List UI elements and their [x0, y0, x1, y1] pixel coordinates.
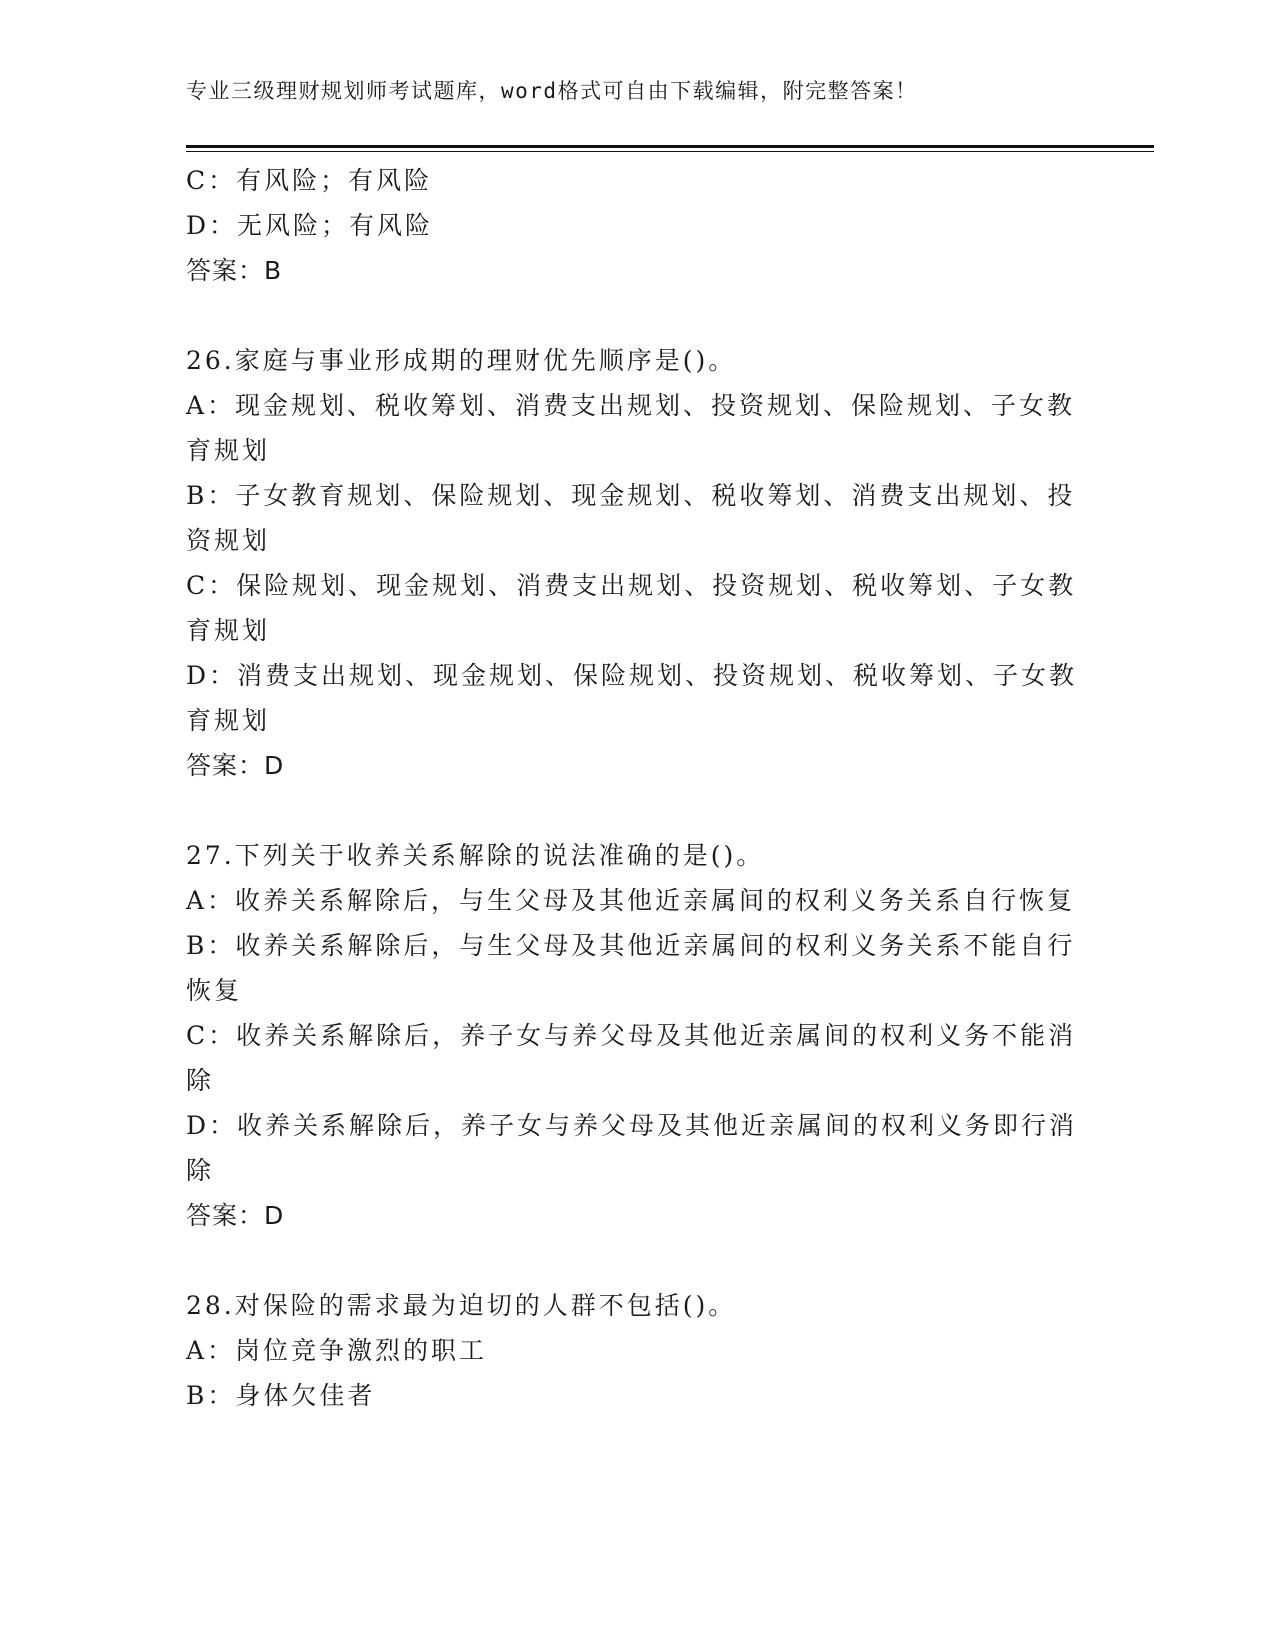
- option-line: C：保险规划、现金规划、消费支出规划、投资规划、税收筹划、子女教育规划: [186, 571, 1077, 645]
- option-line: D：消费支出规划、现金规划、保险规划、投资规划、税收筹划、子女教育规划: [186, 661, 1078, 735]
- option-line: C：收养关系解除后，养子女与养父母及其他近亲属间的权利义务不能消除: [186, 1021, 1077, 1095]
- spacer: [186, 788, 1086, 833]
- answer-line: 答案：D: [186, 751, 285, 780]
- option-line: B：身体欠佳者: [186, 1381, 376, 1410]
- option-line: A：岗位竞争激烈的职工: [186, 1336, 488, 1365]
- answer-line: 答案：D: [186, 1201, 285, 1230]
- option-line: D：收养关系解除后，养子女与养父母及其他近亲属间的权利义务即行消除: [186, 1111, 1078, 1185]
- page-header: 专业三级理财规划师考试题库，word格式可自由下载编辑，附完整答案！: [186, 79, 918, 103]
- header-rule-thin: [186, 151, 1154, 152]
- question-stem: 26.家庭与事业形成期的理财优先顺序是()。: [186, 346, 737, 375]
- option-line: C：有风险；有风险: [186, 166, 433, 195]
- option-line: B：子女教育规划、保险规划、现金规划、税收筹划、消费支出规划、投资规划: [186, 481, 1076, 555]
- header-rule-thick: [186, 145, 1154, 148]
- option-line: B：收养关系解除后，与生父母及其他近亲属间的权利义务关系不能自行恢复: [186, 931, 1076, 1005]
- option-line: D：无风险；有风险: [186, 211, 434, 240]
- question-stem: 28.对保险的需求最为迫切的人群不包括()。: [186, 1291, 737, 1320]
- question-stem: 27.下列关于收养关系解除的说法准确的是()。: [186, 841, 765, 870]
- spacer: [186, 1238, 1086, 1283]
- option-line: A：收养关系解除后，与生父母及其他近亲属间的权利义务关系自行恢复: [186, 886, 1076, 915]
- spacer: [186, 293, 1086, 338]
- answer-line: 答案：B: [186, 256, 283, 285]
- option-line: A：现金规划、税收筹划、消费支出规划、投资规划、保险规划、子女教育规划: [186, 391, 1076, 465]
- question-content: [186, 158, 1086, 1418]
